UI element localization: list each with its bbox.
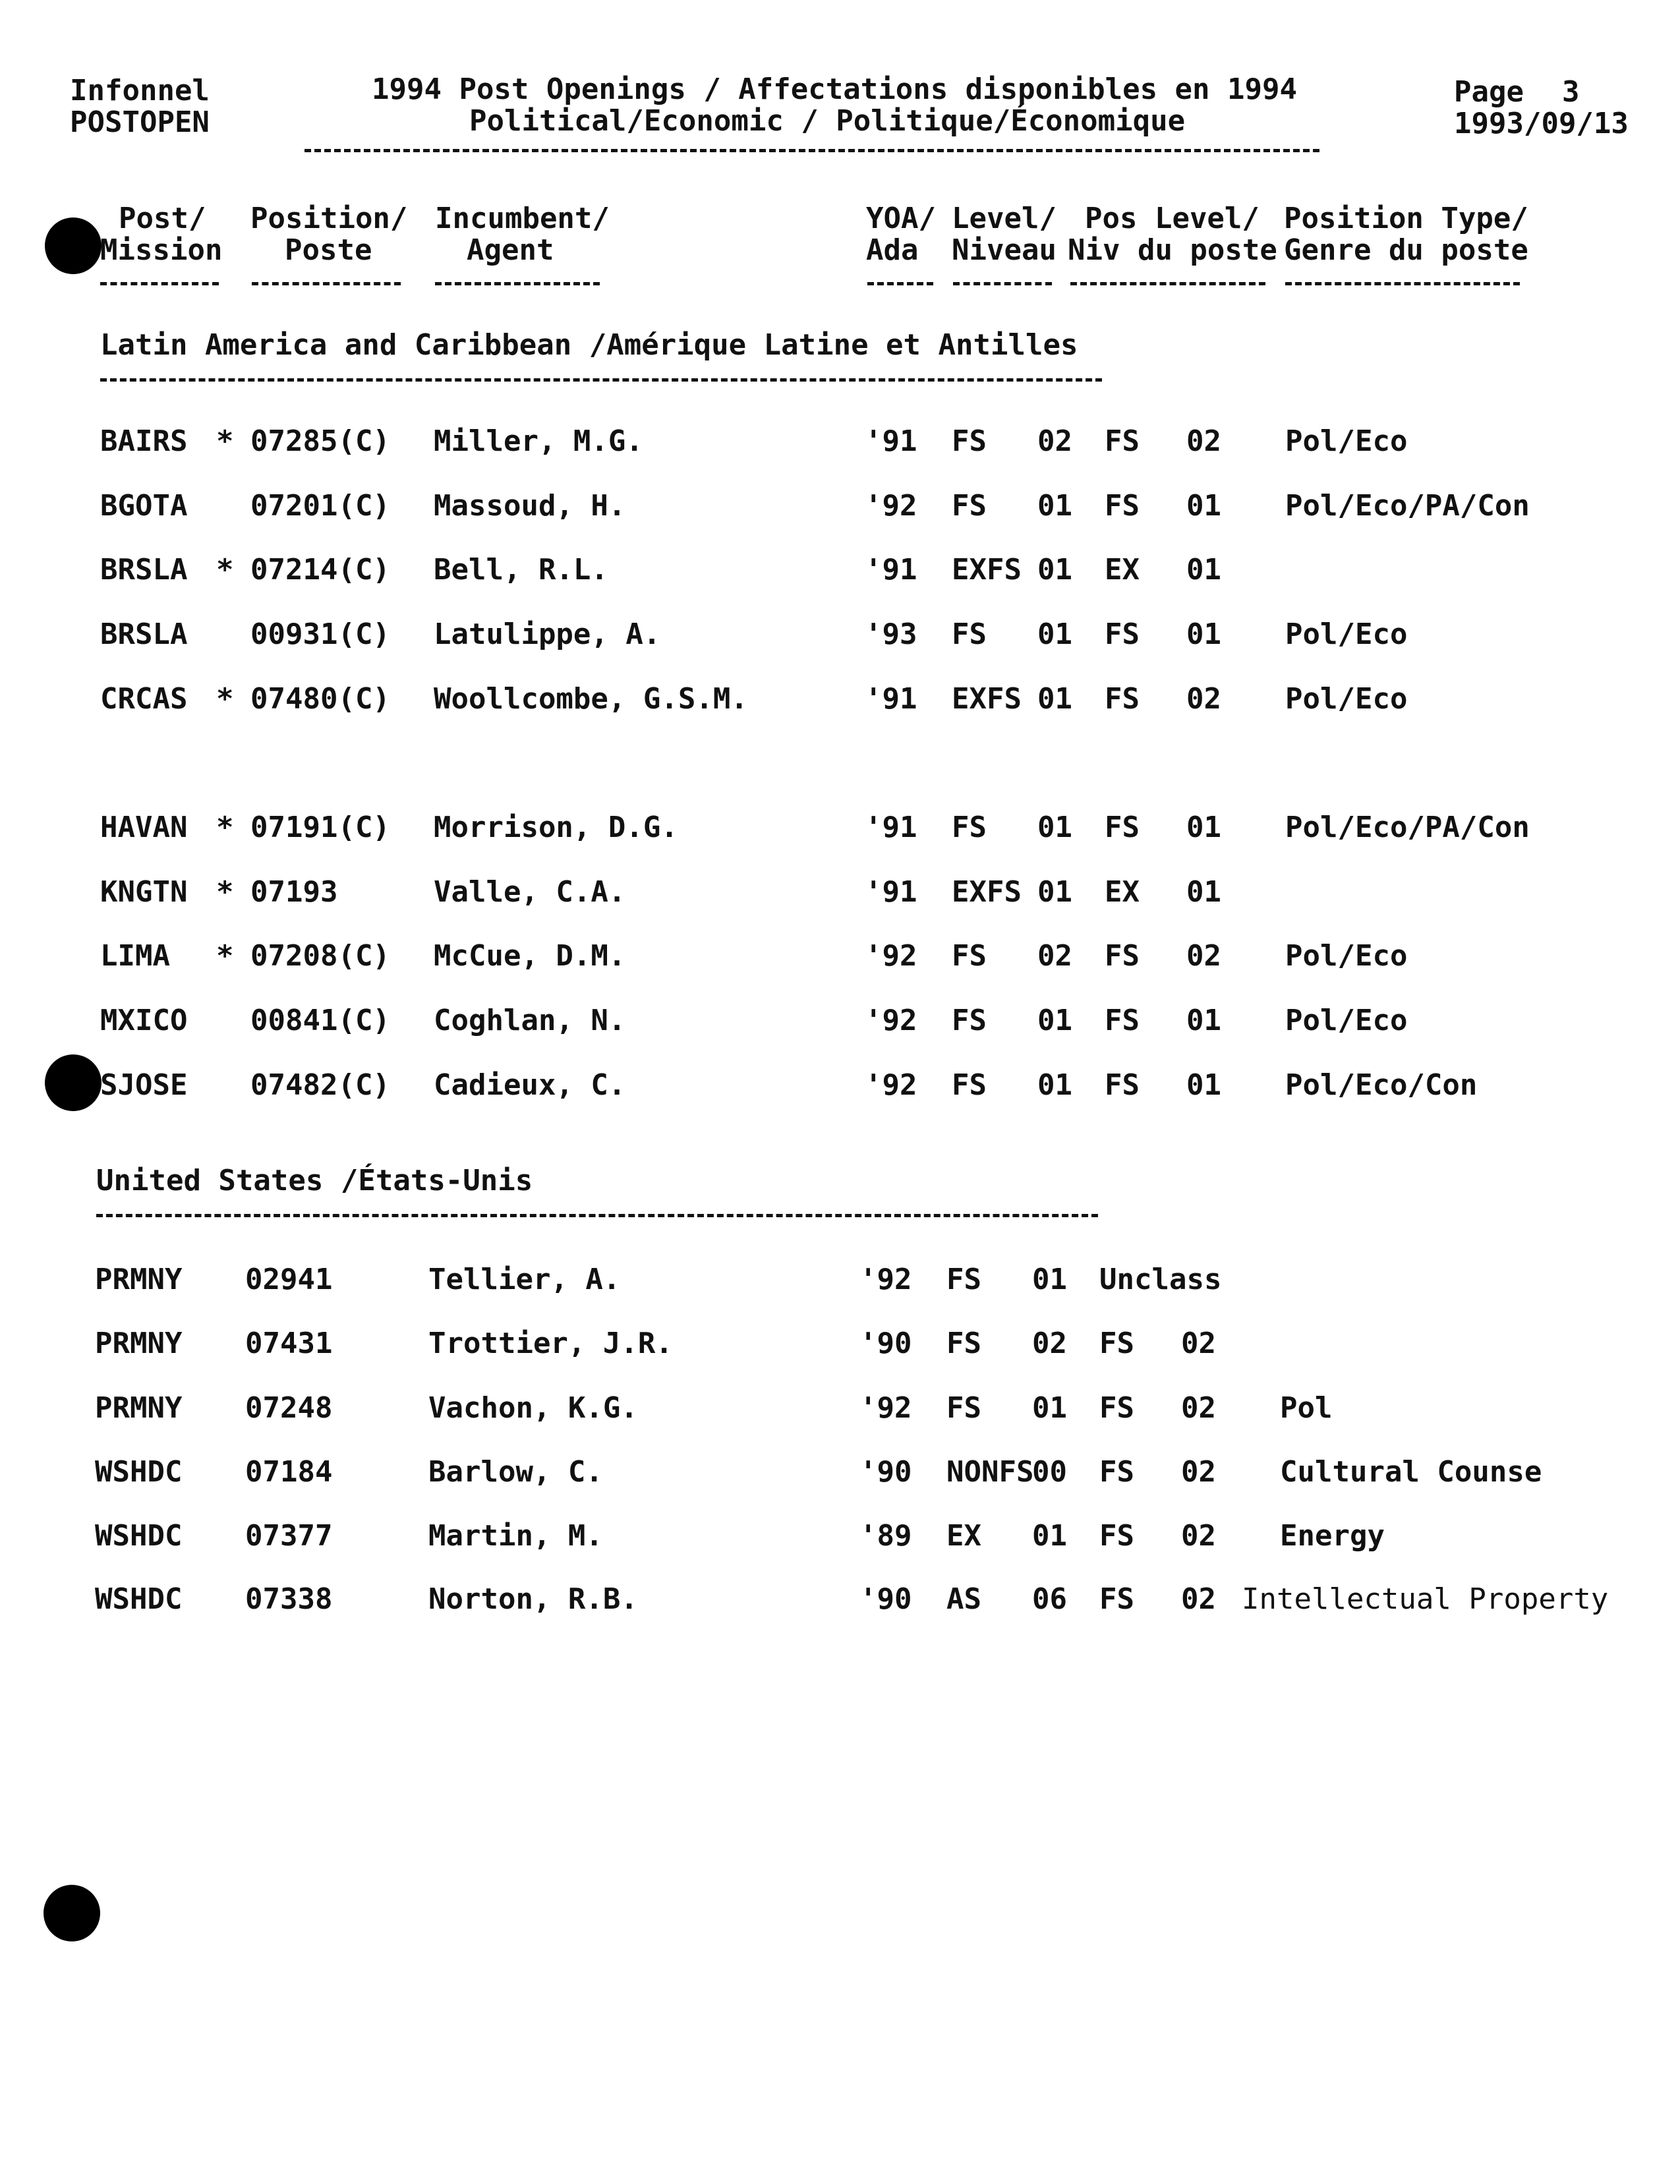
header-divider [304,149,1319,152]
level-group-cell: AS [946,1582,981,1616]
yoa-cell: '91 [865,424,917,458]
page-number: 3 [1562,75,1580,109]
pos-level-group-cell: FS [1105,682,1140,716]
position-type-cell: Pol [1280,1391,1333,1425]
post-cell: KNGTN [100,875,188,909]
yoa-cell: '92 [865,1068,917,1102]
level-number-cell: 02 [1037,939,1072,973]
level-number-cell: 01 [1037,811,1072,844]
position-cell: 07193 [250,875,338,909]
pos-level-number-cell: 01 [1186,1068,1221,1102]
col-yoa-header-2: Ada [866,233,919,267]
col-poslevel-header-1: Pos Level/ [1085,202,1260,235]
yoa-cell: '91 [865,811,917,844]
position-cell: 00931(C) [250,618,390,651]
incumbent-cell: McCue, D.M. [434,939,626,973]
position-cell: 07248 [245,1391,333,1425]
incumbent-cell: Norton, R.B. [428,1582,638,1616]
pos-level-group-cell: FS [1099,1582,1134,1616]
col-level-underline [953,282,1052,285]
post-cell: PRMNY [95,1327,183,1360]
position-cell: 07377 [245,1519,333,1553]
level-group-cell: FS [952,1068,987,1102]
yoa-cell: '92 [865,939,917,973]
level-group-cell: FS [952,1004,987,1037]
pos-level-group-cell: Unclass [1099,1263,1222,1296]
yoa-cell: '89 [859,1519,912,1553]
level-number-cell: 01 [1037,1068,1072,1102]
yoa-cell: '90 [859,1582,912,1616]
col-post-header-1: Post/ [119,202,206,235]
incumbent-cell: Coghlan, N. [434,1004,626,1037]
post-cell: CRCAS [100,682,188,716]
level-group-cell: FS [946,1327,981,1360]
report-subtitle: Political/Economic / Politique/Économique [469,104,1186,138]
col-post-header-2: Mission [100,233,223,267]
incumbent-cell: Trottier, J.R. [428,1327,673,1360]
position-type-cell: Pol/Eco/PA/Con [1285,489,1530,523]
position-cell: 07431 [245,1327,333,1360]
post-cell: LIMA [100,939,170,973]
binder-hole-middle [45,1054,101,1111]
post-cell: BGOTA [100,489,188,523]
level-number-cell: 00 [1032,1455,1067,1489]
post-cell: WSHDC [95,1519,183,1553]
position-cell: 07480(C) [250,682,390,716]
col-yoa-header-1: YOA/ [866,202,936,235]
col-poslevel-header-2: Niv du poste [1068,233,1277,267]
position-cell: 07285(C) [250,424,390,458]
level-number-cell: 01 [1037,1004,1072,1037]
priority-star: * [216,682,234,716]
level-group-cell: FS [946,1391,981,1425]
system-name: Infonnel [70,74,210,107]
col-type-header-2: Genre du poste [1284,233,1528,267]
level-number-cell: 01 [1037,682,1072,716]
level-group-cell: FS [952,811,987,844]
yoa-cell: '93 [865,618,917,651]
post-cell: BAIRS [100,424,188,458]
incumbent-cell: Latulippe, A. [434,618,661,651]
yoa-cell: '91 [865,875,917,909]
col-incumbent-header-2: Agent [467,233,554,267]
priority-star: * [216,939,234,973]
pos-level-number-cell: 02 [1181,1582,1216,1616]
level-group-cell: EXFS [952,875,1022,909]
pos-level-number-cell: 01 [1186,811,1221,844]
level-number-cell: 01 [1037,618,1072,651]
pos-level-number-cell: 02 [1181,1519,1216,1553]
pos-level-group-cell: FS [1105,618,1140,651]
pos-level-number-cell: 01 [1186,1004,1221,1037]
priority-star: * [216,424,234,458]
incumbent-cell: Valle, C.A. [434,875,626,909]
position-type-cell: Pol/Eco [1285,618,1408,651]
pos-level-group-cell: FS [1105,424,1140,458]
post-cell: WSHDC [95,1455,183,1489]
pos-level-group-cell: FS [1099,1327,1134,1360]
level-number-cell: 06 [1032,1582,1067,1616]
level-number-cell: 01 [1037,875,1072,909]
position-type-cell: Cultural Counse [1280,1455,1542,1489]
level-group-cell: FS [952,939,987,973]
col-yoa-underline [867,282,933,285]
yoa-cell: '92 [859,1391,912,1425]
pos-level-number-cell: 02 [1186,424,1221,458]
level-group-cell: EXFS [952,553,1022,587]
post-cell: PRMNY [95,1263,183,1296]
col-position-header-2: Poste [285,233,372,267]
position-cell: 07184 [245,1455,333,1489]
position-type-cell: Pol/Eco/PA/Con [1285,811,1530,844]
col-poslevel-underline [1070,282,1265,285]
pos-level-number-cell: 01 [1186,553,1221,587]
incumbent-cell: Cadieux, C. [434,1068,626,1102]
pos-level-group-cell: FS [1105,811,1140,844]
position-cell: 07208(C) [250,939,390,973]
level-group-cell: FS [952,618,987,651]
level-group-cell: NONFS [946,1455,1034,1489]
level-group-cell: FS [952,489,987,523]
yoa-cell: '92 [865,489,917,523]
pos-level-number-cell: 02 [1181,1327,1216,1360]
position-cell: 07191(C) [250,811,390,844]
incumbent-cell: Martin, M. [428,1519,603,1553]
col-type-header-1: Position Type/ [1284,202,1528,235]
position-type-cell: Pol/Eco [1285,939,1408,973]
col-incumbent-header-1: Incumbent/ [435,202,610,235]
col-type-underline [1285,282,1520,285]
section-divider [100,378,1102,382]
level-number-cell: 02 [1032,1327,1067,1360]
pos-level-group-cell: FS [1099,1519,1134,1553]
position-type-cell: Intellectual Property [1242,1582,1609,1616]
level-group-cell: EXFS [952,682,1022,716]
col-level-header-2: Niveau [952,233,1057,267]
col-position-header-1: Position/ [250,202,408,235]
position-cell: 02941 [245,1263,333,1296]
col-level-header-1: Level/ [952,202,1057,235]
yoa-cell: '90 [859,1455,912,1489]
pos-level-number-cell: 01 [1186,875,1221,909]
col-post-underline [100,282,219,285]
position-cell: 07201(C) [250,489,390,523]
post-cell: SJOSE [100,1068,188,1102]
pos-level-group-cell: FS [1099,1391,1134,1425]
position-cell: 07482(C) [250,1068,390,1102]
priority-star: * [216,875,234,909]
level-number-cell: 01 [1032,1391,1067,1425]
pos-level-group-cell: FS [1099,1455,1134,1489]
pos-level-group-cell: FS [1105,489,1140,523]
incumbent-cell: Woollcombe, G.S.M. [434,682,748,716]
section-divider [96,1214,1098,1217]
position-type-cell: Pol/Eco/Con [1285,1068,1478,1102]
position-cell: 07214(C) [250,553,390,587]
pos-level-number-cell: 01 [1186,489,1221,523]
position-cell: 07338 [245,1582,333,1616]
post-cell: WSHDC [95,1582,183,1616]
pos-level-group-cell: EX [1105,553,1140,587]
priority-star: * [216,811,234,844]
col-position-underline [252,282,401,285]
level-number-cell: 01 [1032,1263,1067,1296]
section-title: United States /États-Unis [96,1164,533,1197]
position-type-cell: Pol/Eco [1285,424,1408,458]
level-group-cell: FS [952,424,987,458]
post-cell: HAVAN [100,811,188,844]
pos-level-group-cell: FS [1105,1068,1140,1102]
level-group-cell: FS [946,1263,981,1296]
yoa-cell: '92 [859,1263,912,1296]
binder-hole-bottom [43,1885,100,1941]
yoa-cell: '91 [865,553,917,587]
level-number-cell: 01 [1037,553,1072,587]
binder-hole-top [45,217,101,274]
level-number-cell: 02 [1037,424,1072,458]
post-cell: PRMNY [95,1391,183,1425]
incumbent-cell: Tellier, A. [428,1263,621,1296]
yoa-cell: '90 [859,1327,912,1360]
col-incumbent-underline [435,282,600,285]
page-label: Page [1454,75,1524,109]
yoa-cell: '91 [865,682,917,716]
level-group-cell: EX [946,1519,981,1553]
incumbent-cell: Miller, M.G. [434,424,643,458]
report-code: POSTOPEN [70,105,210,139]
pos-level-group-cell: FS [1105,1004,1140,1037]
level-number-cell: 01 [1037,489,1072,523]
post-cell: BRSLA [100,553,188,587]
report-title: 1994 Post Openings / Affectations disponibles en 1994 [372,72,1297,106]
position-type-cell: Pol/Eco [1285,1004,1408,1037]
pos-level-number-cell: 02 [1186,939,1221,973]
incumbent-cell: Morrison, D.G. [434,811,678,844]
priority-star: * [216,553,234,587]
position-type-cell: Energy [1280,1519,1385,1553]
report-date: 1993/09/13 [1454,107,1629,140]
level-number-cell: 01 [1032,1519,1067,1553]
pos-level-number-cell: 02 [1181,1455,1216,1489]
post-cell: MXICO [100,1004,188,1037]
pos-level-number-cell: 02 [1181,1391,1216,1425]
section-title: Latin America and Caribbean /Amérique Latine et Antilles [100,328,1078,362]
incumbent-cell: Barlow, C. [428,1455,603,1489]
pos-level-group-cell: EX [1105,875,1140,909]
position-cell: 00841(C) [250,1004,390,1037]
incumbent-cell: Massoud, H. [434,489,626,523]
pos-level-number-cell: 02 [1186,682,1221,716]
incumbent-cell: Bell, R.L. [434,553,608,587]
post-cell: BRSLA [100,618,188,651]
pos-level-number-cell: 01 [1186,618,1221,651]
yoa-cell: '92 [865,1004,917,1037]
position-type-cell: Pol/Eco [1285,682,1408,716]
incumbent-cell: Vachon, K.G. [428,1391,638,1425]
pos-level-group-cell: FS [1105,939,1140,973]
